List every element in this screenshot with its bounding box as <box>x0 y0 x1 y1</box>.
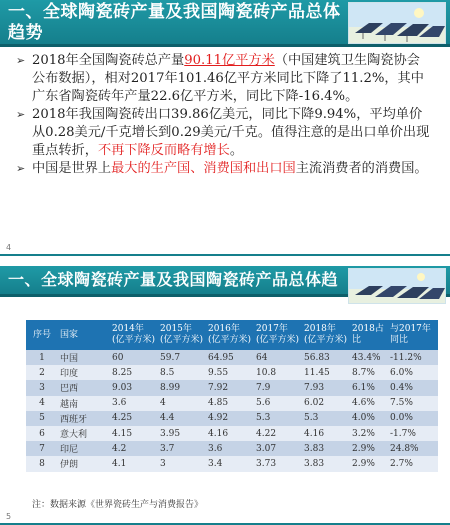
table-cell: 4 <box>158 396 206 411</box>
table-cell: 8.99 <box>158 380 206 395</box>
column-header <box>302 320 350 350</box>
table-cell: 6.1% <box>350 380 388 395</box>
highlight-text: 90.11亿平方米 <box>184 53 275 68</box>
table-cell: 4.1 <box>110 456 158 471</box>
table-cell: 0.0% <box>388 411 438 426</box>
arrow-bullet-icon: ➢ <box>16 162 26 175</box>
bullet-item <box>16 160 430 178</box>
table-row <box>26 396 438 411</box>
table-cell: 2.7% <box>388 456 438 471</box>
production-table <box>26 320 438 472</box>
column-header <box>350 320 388 350</box>
slide-title: 一、全球陶瓷砖产量及我国陶瓷砖产品总体趋 <box>8 270 339 289</box>
header-line: (亿平方米) <box>256 335 300 345</box>
highlight-text: 最大的生产国、消费国和出口国 <box>111 161 296 176</box>
table-cell: 9.03 <box>110 380 158 395</box>
table-cell: 7.5% <box>388 396 438 411</box>
column-header <box>388 320 438 350</box>
table-header-row <box>26 320 438 350</box>
table-cell: 4.6% <box>350 396 388 411</box>
table-cell: 10.8 <box>254 365 302 380</box>
bullet-item <box>16 106 430 160</box>
header-divider <box>0 44 450 47</box>
table-cell: 8.25 <box>110 365 158 380</box>
solar-panel-image <box>348 268 446 304</box>
table-cell: 8.7% <box>350 365 388 380</box>
column-header <box>254 320 302 350</box>
solar-panel-illustration <box>349 3 445 43</box>
header-line: 2017年 <box>256 324 288 334</box>
table-cell: 3.2% <box>350 426 388 441</box>
table-cell: 4 <box>26 396 58 411</box>
bullet-text: 。 <box>229 143 243 158</box>
table-row <box>26 380 438 395</box>
table-cell: -11.2% <box>388 350 438 365</box>
bullet-list <box>16 52 430 178</box>
table-cell: 2 <box>26 365 58 380</box>
table-cell: 3.73 <box>254 456 302 471</box>
table-row <box>26 456 438 471</box>
table-cell: 3.83 <box>302 456 350 471</box>
arrow-bullet-icon: ➢ <box>16 54 26 67</box>
table-cell: 3.95 <box>158 426 206 441</box>
header-line: (亿平方米) <box>208 335 252 345</box>
table-cell: 巴西 <box>58 380 110 395</box>
bullet-text: 中国是世界上 <box>32 161 112 176</box>
table-cell: 3.4 <box>206 456 254 471</box>
table-cell: 3.6 <box>206 441 254 456</box>
header-line: 2018占 <box>352 324 384 334</box>
table-cell: 意大利 <box>58 426 110 441</box>
column-header <box>158 320 206 350</box>
table-cell: 4.4 <box>158 411 206 426</box>
table-cell: 3.07 <box>254 441 302 456</box>
table-cell: 3.83 <box>302 441 350 456</box>
slide-gap <box>0 256 450 266</box>
table-cell: 8.5 <box>158 365 206 380</box>
table-cell: 1 <box>26 350 58 365</box>
table-cell: 4.92 <box>206 411 254 426</box>
slide-2 <box>0 266 450 525</box>
slide-title: 一、全球陶瓷砖产量及我国陶瓷砖产品总体趋势 <box>8 2 341 43</box>
header-line: 2018年 <box>304 324 336 334</box>
table-cell: 伊朗 <box>58 456 110 471</box>
table-cell: 3 <box>26 380 58 395</box>
table-cell: 4.0% <box>350 411 388 426</box>
table-cell: 0.4% <box>388 380 438 395</box>
page-number: 4 <box>6 243 12 252</box>
header-line: 2016年 <box>208 324 240 334</box>
table-cell: 4.22 <box>254 426 302 441</box>
table-cell: 印度 <box>58 365 110 380</box>
header-line: 与2017年 <box>390 324 431 334</box>
table-cell: 4.2 <box>110 441 158 456</box>
column-header: 国家 <box>58 320 110 350</box>
bullet-text: 主流消费者的消费国。 <box>295 161 428 176</box>
bullet-text: 2018年全国陶瓷砖总产量 <box>32 53 185 68</box>
table-cell: 5 <box>26 411 58 426</box>
table-cell: 4.25 <box>110 411 158 426</box>
table-cell: 6.0% <box>388 365 438 380</box>
header-line: 同比 <box>390 335 409 345</box>
solar-panel-image <box>348 2 446 44</box>
header-line: (亿平方米) <box>112 335 156 345</box>
header-line: (亿平方米) <box>160 335 204 345</box>
solar-panel-illustration <box>349 269 445 303</box>
table-cell: 2.9% <box>350 456 388 471</box>
table-cell: 7 <box>26 441 58 456</box>
table-cell: 5.3 <box>254 411 302 426</box>
table-row <box>26 441 438 456</box>
table-cell: 64 <box>254 350 302 365</box>
table-row <box>26 365 438 380</box>
table-cell: 5.6 <box>254 396 302 411</box>
table-cell: 4.15 <box>110 426 158 441</box>
header-line: 比 <box>352 335 362 345</box>
table-cell: 7.92 <box>206 380 254 395</box>
table-row <box>26 411 438 426</box>
data-source-note: 注：数据来源《世界瓷砖生产与消费报告》 <box>32 500 204 510</box>
table-cell: 印尼 <box>58 441 110 456</box>
highlight-text: 不再下降反而略有增长 <box>97 143 230 158</box>
table-cell: 中国 <box>58 350 110 365</box>
table-cell: 64.95 <box>206 350 254 365</box>
table-cell: 56.83 <box>302 350 350 365</box>
table-cell: 9.55 <box>206 365 254 380</box>
column-header <box>110 320 158 350</box>
table-cell: 7.93 <box>302 380 350 395</box>
bullet-item <box>16 52 430 106</box>
table-cell: 4.16 <box>206 426 254 441</box>
table-cell: 3.6 <box>110 396 158 411</box>
table-cell: 60 <box>110 350 158 365</box>
header-line: 2015年 <box>160 324 192 334</box>
table-cell: 5.3 <box>302 411 350 426</box>
table-cell: 59.7 <box>158 350 206 365</box>
header-line: 2014年 <box>112 324 144 334</box>
table-cell: 4.85 <box>206 396 254 411</box>
table-cell: 43.4% <box>350 350 388 365</box>
table-cell: 西班牙 <box>58 411 110 426</box>
slide-1 <box>0 0 450 256</box>
page-number: 5 <box>6 512 12 521</box>
column-header: 序号 <box>26 320 58 350</box>
table-cell: 3.7 <box>158 441 206 456</box>
table-cell: 11.45 <box>302 365 350 380</box>
table-row <box>26 426 438 441</box>
bullet-text: （中国建筑卫生陶瓷协会公布数据），相对2017年101.46亿平方米同比下降了11.2%，其中广东省陶瓷砖年产量22.6亿平方米，同比下降-16.4%。 <box>32 53 424 104</box>
table-cell: 2.9% <box>350 441 388 456</box>
arrow-bullet-icon: ➢ <box>16 108 26 121</box>
column-header <box>206 320 254 350</box>
table-row <box>26 350 438 365</box>
table-cell: 6.02 <box>302 396 350 411</box>
table-cell: 7.9 <box>254 380 302 395</box>
table-cell: 3 <box>158 456 206 471</box>
table-cell: 4.16 <box>302 426 350 441</box>
header-line: (亿平方米) <box>304 335 348 345</box>
table-cell: 6 <box>26 426 58 441</box>
table-cell: 24.8% <box>388 441 438 456</box>
bullet-text: 2018年我国陶瓷砖出口39.86亿美元，同比下降9.94%，平均单价从0.28美元/千克增长到0.29美元/千克。值得注意的是出口单价出现重点转折， <box>32 107 430 158</box>
table-cell: 8 <box>26 456 58 471</box>
table-cell: -1.7% <box>388 426 438 441</box>
table-cell: 越南 <box>58 396 110 411</box>
